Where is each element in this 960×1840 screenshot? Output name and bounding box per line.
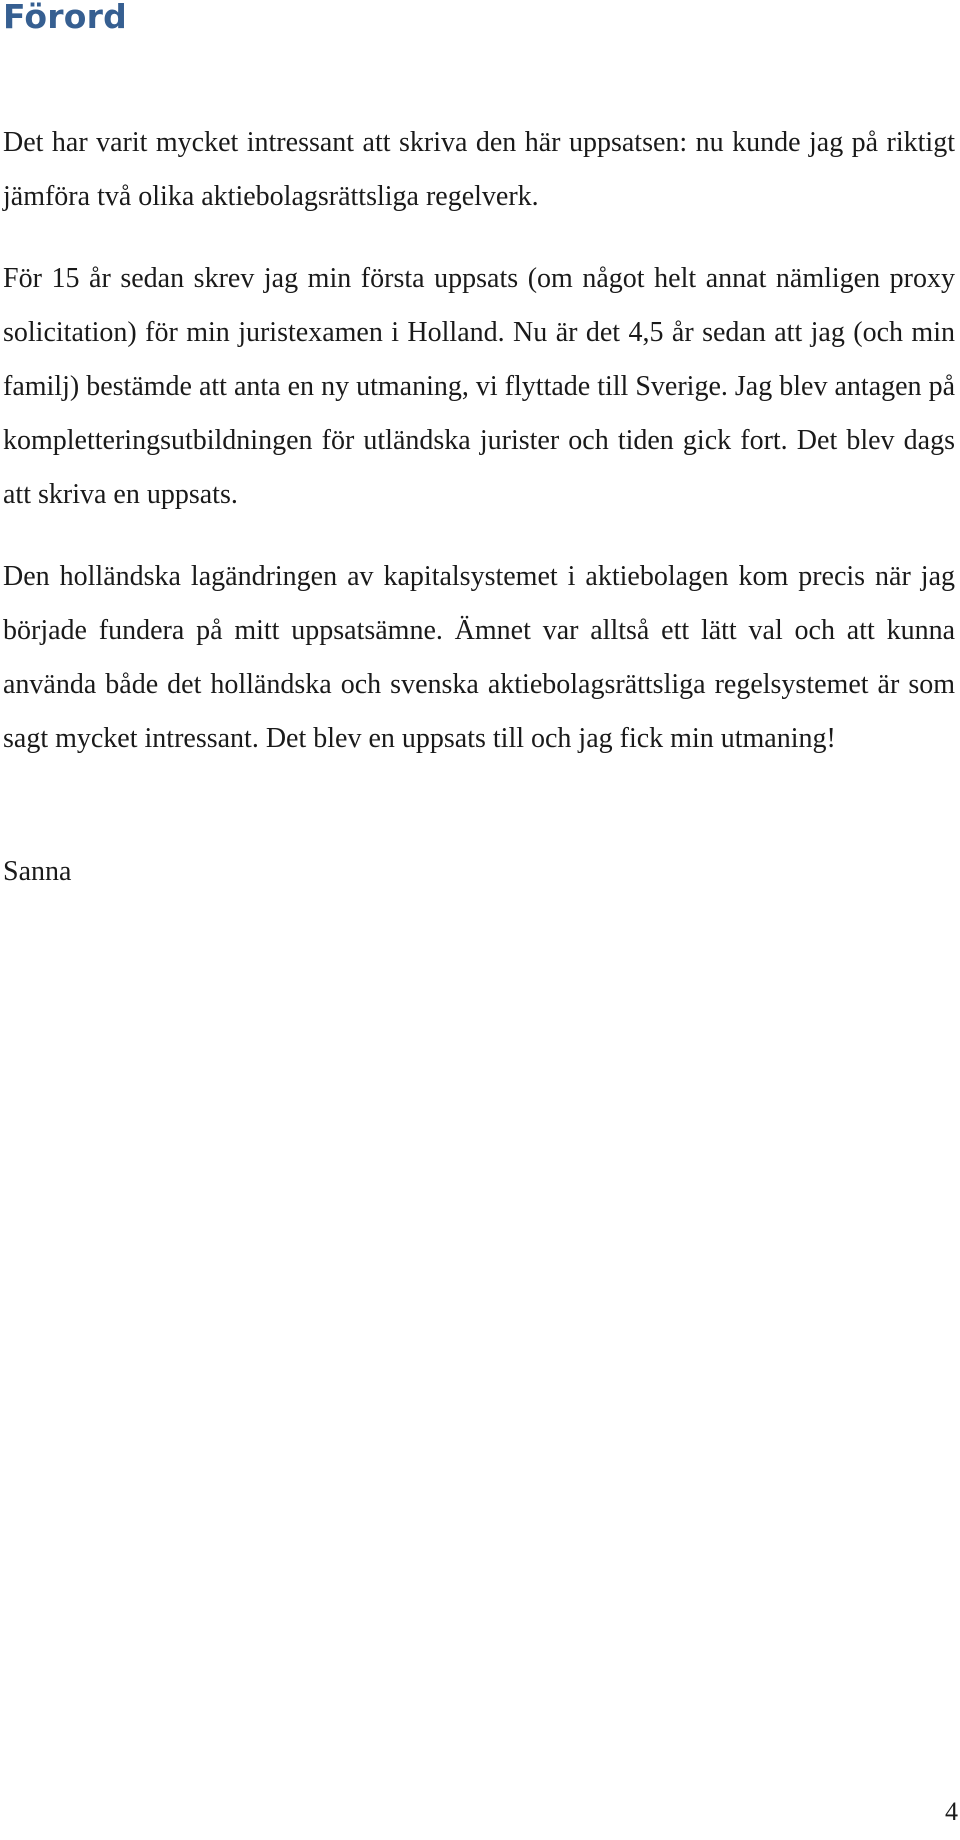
signature: Sanna bbox=[3, 856, 72, 887]
page-title: Förord bbox=[3, 0, 127, 36]
paragraph-intro: Det har varit mycket intressant att skriva den här uppsatsen: nu kunde jag på riktigt jämföra två olika aktiebolagsrättsliga regelverk. bbox=[3, 127, 955, 212]
paragraph-background: För 15 år sedan skrev jag min första uppsats (om något helt annat nämligen proxy solicitation) för min juristexamen i Holland. Nu är det 4,5 år sedan att jag (och min familj) bestämde att anta en ny utmaning, vi flyttade till Sverige. Jag blev antagen på kompletteringsutbildningen för utländska jurister och tiden gick fort. Det blev dags att skriva en uppsats. bbox=[3, 263, 955, 510]
page-number: 4 bbox=[945, 1797, 958, 1826]
paragraph-topic: Den holländska lagändringen av kapitalsystemet i aktiebolagen kom precis när jag började fundera på mitt uppsatsämne. Ämnet var alltså ett lätt val och att kunna använda både det holländska och svenska aktiebolagsrättsliga regelsystemet är som sagt mycket intressant. Det blev en uppsats till och jag fick min utmaning! bbox=[3, 561, 955, 754]
